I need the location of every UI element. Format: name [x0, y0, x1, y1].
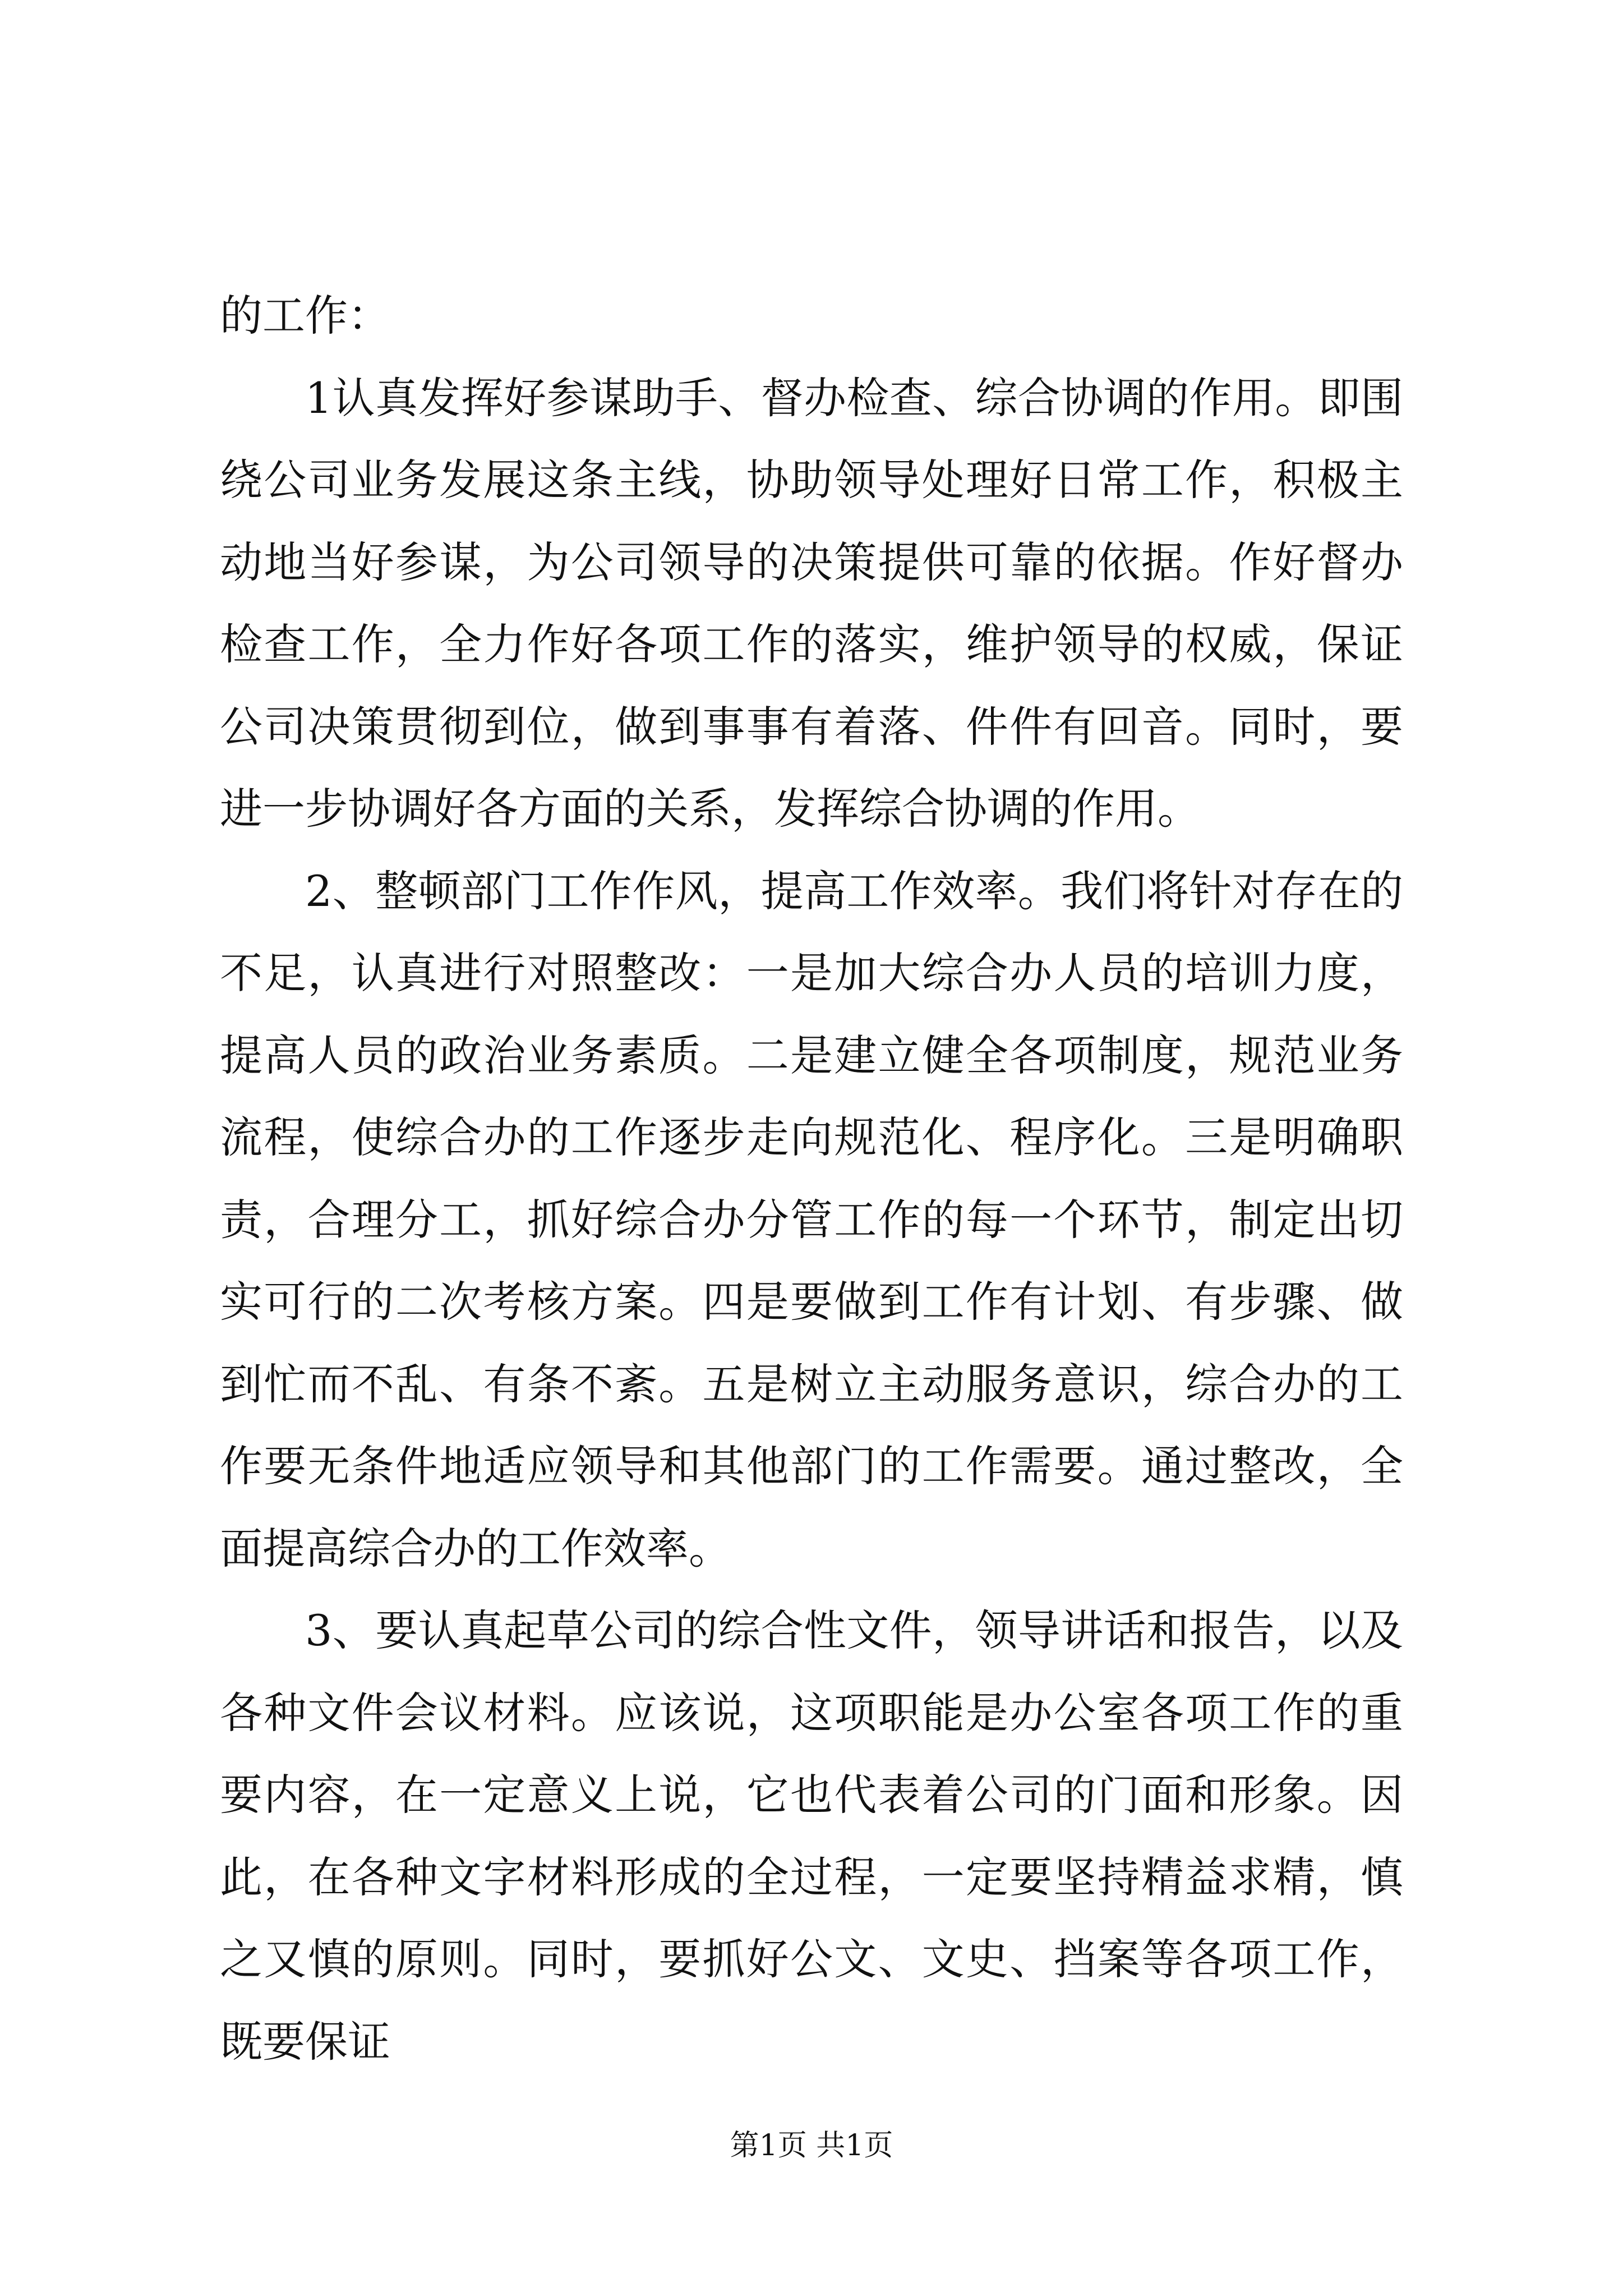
- paragraph-item-1: 1认真发挥好参谋助手、督办检查、综合协调的作用。即围绕公司业务发展这条主线，协助领导处理好日常工作，积极主动地当好参谋，为公司领导的决策提供可靠的依据。作好督办检查工作，全力作好各项工作的落实，维护领导的权威，保证公司决策贯彻到位，做到事事有着落、件件有回音。同时，要进一步协调好各方面的关系，发挥综合协调的作用。: [220, 372, 1403, 834]
- page-number-label: 第1页 共1页: [730, 2129, 893, 2162]
- paragraph-item-2: 2、整顿部门工作作风，提高工作效率。我们将针对存在的不足，认真进行对照整改：一是加大综合办人员的培训力度，提高人员的政治业务素质。二是建立健全各项制度，规范业务流程，使综合办的工作逐步走向规范化、程序化。三是明确职责，合理分工，抓好综合办分管工作的每一个环节，制定出切实可行的二次考核方案。四是要做到工作有计划、有步骤、做到忙而不乱、有条不紊。五是树立主动服务意识，综合办的工作要无条件地适应领导和其他部门的工作需要。通过整改，全面提高综合办的工作效率。: [220, 866, 1403, 1573]
- paragraph-item-3: 3、要认真起草公司的综合性文件，领导讲话和报告，以及各种文件会议材料。应该说，这项职能是办公室各项工作的重要内容，在一定意义上说，它也代表着公司的门面和形象。因此，在各种文字材料形成的全过程，一定要坚持精益求精，慎之又慎的原则。同时，要抓好公文、文史、挡案等各项工作，既要保证: [220, 1605, 1403, 2067]
- page-footer: [0, 2129, 1623, 2162]
- paragraph-continuation: 的工作：: [220, 291, 390, 341]
- document-body: [220, 275, 1403, 2083]
